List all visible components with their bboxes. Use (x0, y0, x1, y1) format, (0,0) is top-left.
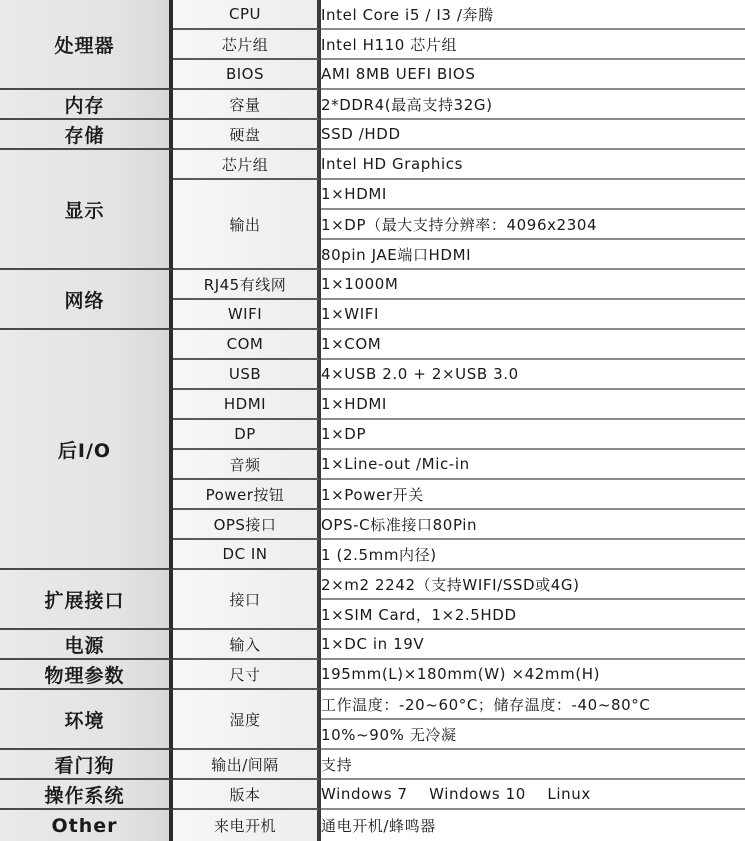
spec-value-disk: SSD /HDD (321, 120, 745, 150)
spec-label-dp: DP (173, 420, 321, 450)
table-row (0, 630, 745, 660)
spec-value-capacity: 2*DDR4(最高支持32G) (321, 90, 745, 120)
category-other: Other (0, 810, 173, 841)
spec-value-wifi: 1×WIFI (321, 300, 745, 330)
spec-value-version: Windows 7 Windows 10 Linux (321, 780, 745, 810)
spec-label-power-button: Power按钮 (173, 480, 321, 510)
spec-label-output-interval: 输出/间隔 (173, 750, 321, 780)
spec-label-size: 尺寸 (173, 660, 321, 690)
spec-label-version: 版本 (173, 780, 321, 810)
spec-label-humidity: 湿度 (173, 690, 321, 750)
category-watchdog: 看门狗 (0, 750, 173, 780)
table-row (0, 270, 745, 300)
spec-label-bios: BIOS (173, 60, 321, 90)
spec-value-rj45: 1×1000M (321, 270, 745, 300)
table-row (0, 780, 745, 810)
table-row (0, 150, 745, 180)
spec-value-interface: 2×m2 2242（支持WIFI/SSD或4G) (321, 570, 745, 600)
spec-value-output-interval: 支持 (321, 750, 745, 780)
spec-value-interface: 1×SIM Card，1×2.5HDD (321, 600, 745, 630)
table-row (0, 690, 745, 720)
spec-value-dc-in: 1 (2.5mm内径) (321, 540, 745, 570)
spec-label-wifi: WIFI (173, 300, 321, 330)
category-expansion: 扩展接口 (0, 570, 173, 630)
category-environment: 环境 (0, 690, 173, 750)
spec-value-humidity: 10%~90% 无冷凝 (321, 720, 745, 750)
spec-label-graphics-chipset: 芯片组 (173, 150, 321, 180)
category-storage: 存储 (0, 120, 173, 150)
spec-label-interface: 接口 (173, 570, 321, 630)
table-row (0, 120, 745, 150)
spec-value-usb: 4×USB 2.0 + 2×USB 3.0 (321, 360, 745, 390)
category-os: 操作系统 (0, 780, 173, 810)
spec-value-size: 195mm(L)×180mm(W) ×42mm(H) (321, 660, 745, 690)
spec-label-cpu: CPU (173, 0, 321, 30)
spec-label-display-output: 输出 (173, 180, 321, 270)
table-row (0, 330, 745, 360)
category-processor: 处理器 (0, 0, 173, 90)
spec-value-chipset: Intel H110 芯片组 (321, 30, 745, 60)
table-row (0, 90, 745, 120)
spec-label-disk: 硬盘 (173, 120, 321, 150)
spec-label-input: 输入 (173, 630, 321, 660)
table-row (0, 660, 745, 690)
spec-value-temperature: 工作温度：-20~60°C；储存温度：-40~80°C (321, 690, 745, 720)
spec-label-dc-in: DC IN (173, 540, 321, 570)
category-display: 显示 (0, 150, 173, 270)
category-memory: 内存 (0, 90, 173, 120)
table-row (0, 810, 745, 841)
category-rear-io: 后I/O (0, 330, 173, 570)
spec-label-usb: USB (173, 360, 321, 390)
spec-value-display-output: 80pin JAE端口HDMI (321, 240, 745, 270)
table-row (0, 750, 745, 780)
spec-value-bios: AMI 8MB UEFI BIOS (321, 60, 745, 90)
table-row (0, 570, 745, 600)
spec-label-audio: 音频 (173, 450, 321, 480)
spec-value-input: 1×DC in 19V (321, 630, 745, 660)
category-network: 网络 (0, 270, 173, 330)
spec-value-dp: 1×DP (321, 420, 745, 450)
spec-value-com: 1×COM (321, 330, 745, 360)
spec-label-chipset: 芯片组 (173, 30, 321, 60)
spec-label-ops: OPS接口 (173, 510, 321, 540)
spec-value-power-on: 通电开机/蜂鸣器 (321, 810, 745, 841)
spec-label-com: COM (173, 330, 321, 360)
spec-label-capacity: 容量 (173, 90, 321, 120)
spec-value-ops: OPS-C标准接口80Pin (321, 510, 745, 540)
spec-value-power-button: 1×Power开关 (321, 480, 745, 510)
spec-value-audio: 1×Line-out /Mic-in (321, 450, 745, 480)
spec-label-power-on: 来电开机 (173, 810, 321, 841)
category-power: 电源 (0, 630, 173, 660)
spec-value-hdmi: 1×HDMI (321, 390, 745, 420)
table-row (0, 0, 745, 30)
spec-value-cpu: Intel Core i5 / I3 /奔腾 (321, 0, 745, 30)
spec-value-display-output: 1×HDMI (321, 180, 745, 210)
spec-label-hdmi: HDMI (173, 390, 321, 420)
spec-value-display-output: 1×DP（最大支持分辨率：4096x2304 (321, 210, 745, 240)
spec-label-rj45: RJ45有线网 (173, 270, 321, 300)
category-physical: 物理参数 (0, 660, 173, 690)
spec-value-graphics-chipset: Intel HD Graphics (321, 150, 745, 180)
